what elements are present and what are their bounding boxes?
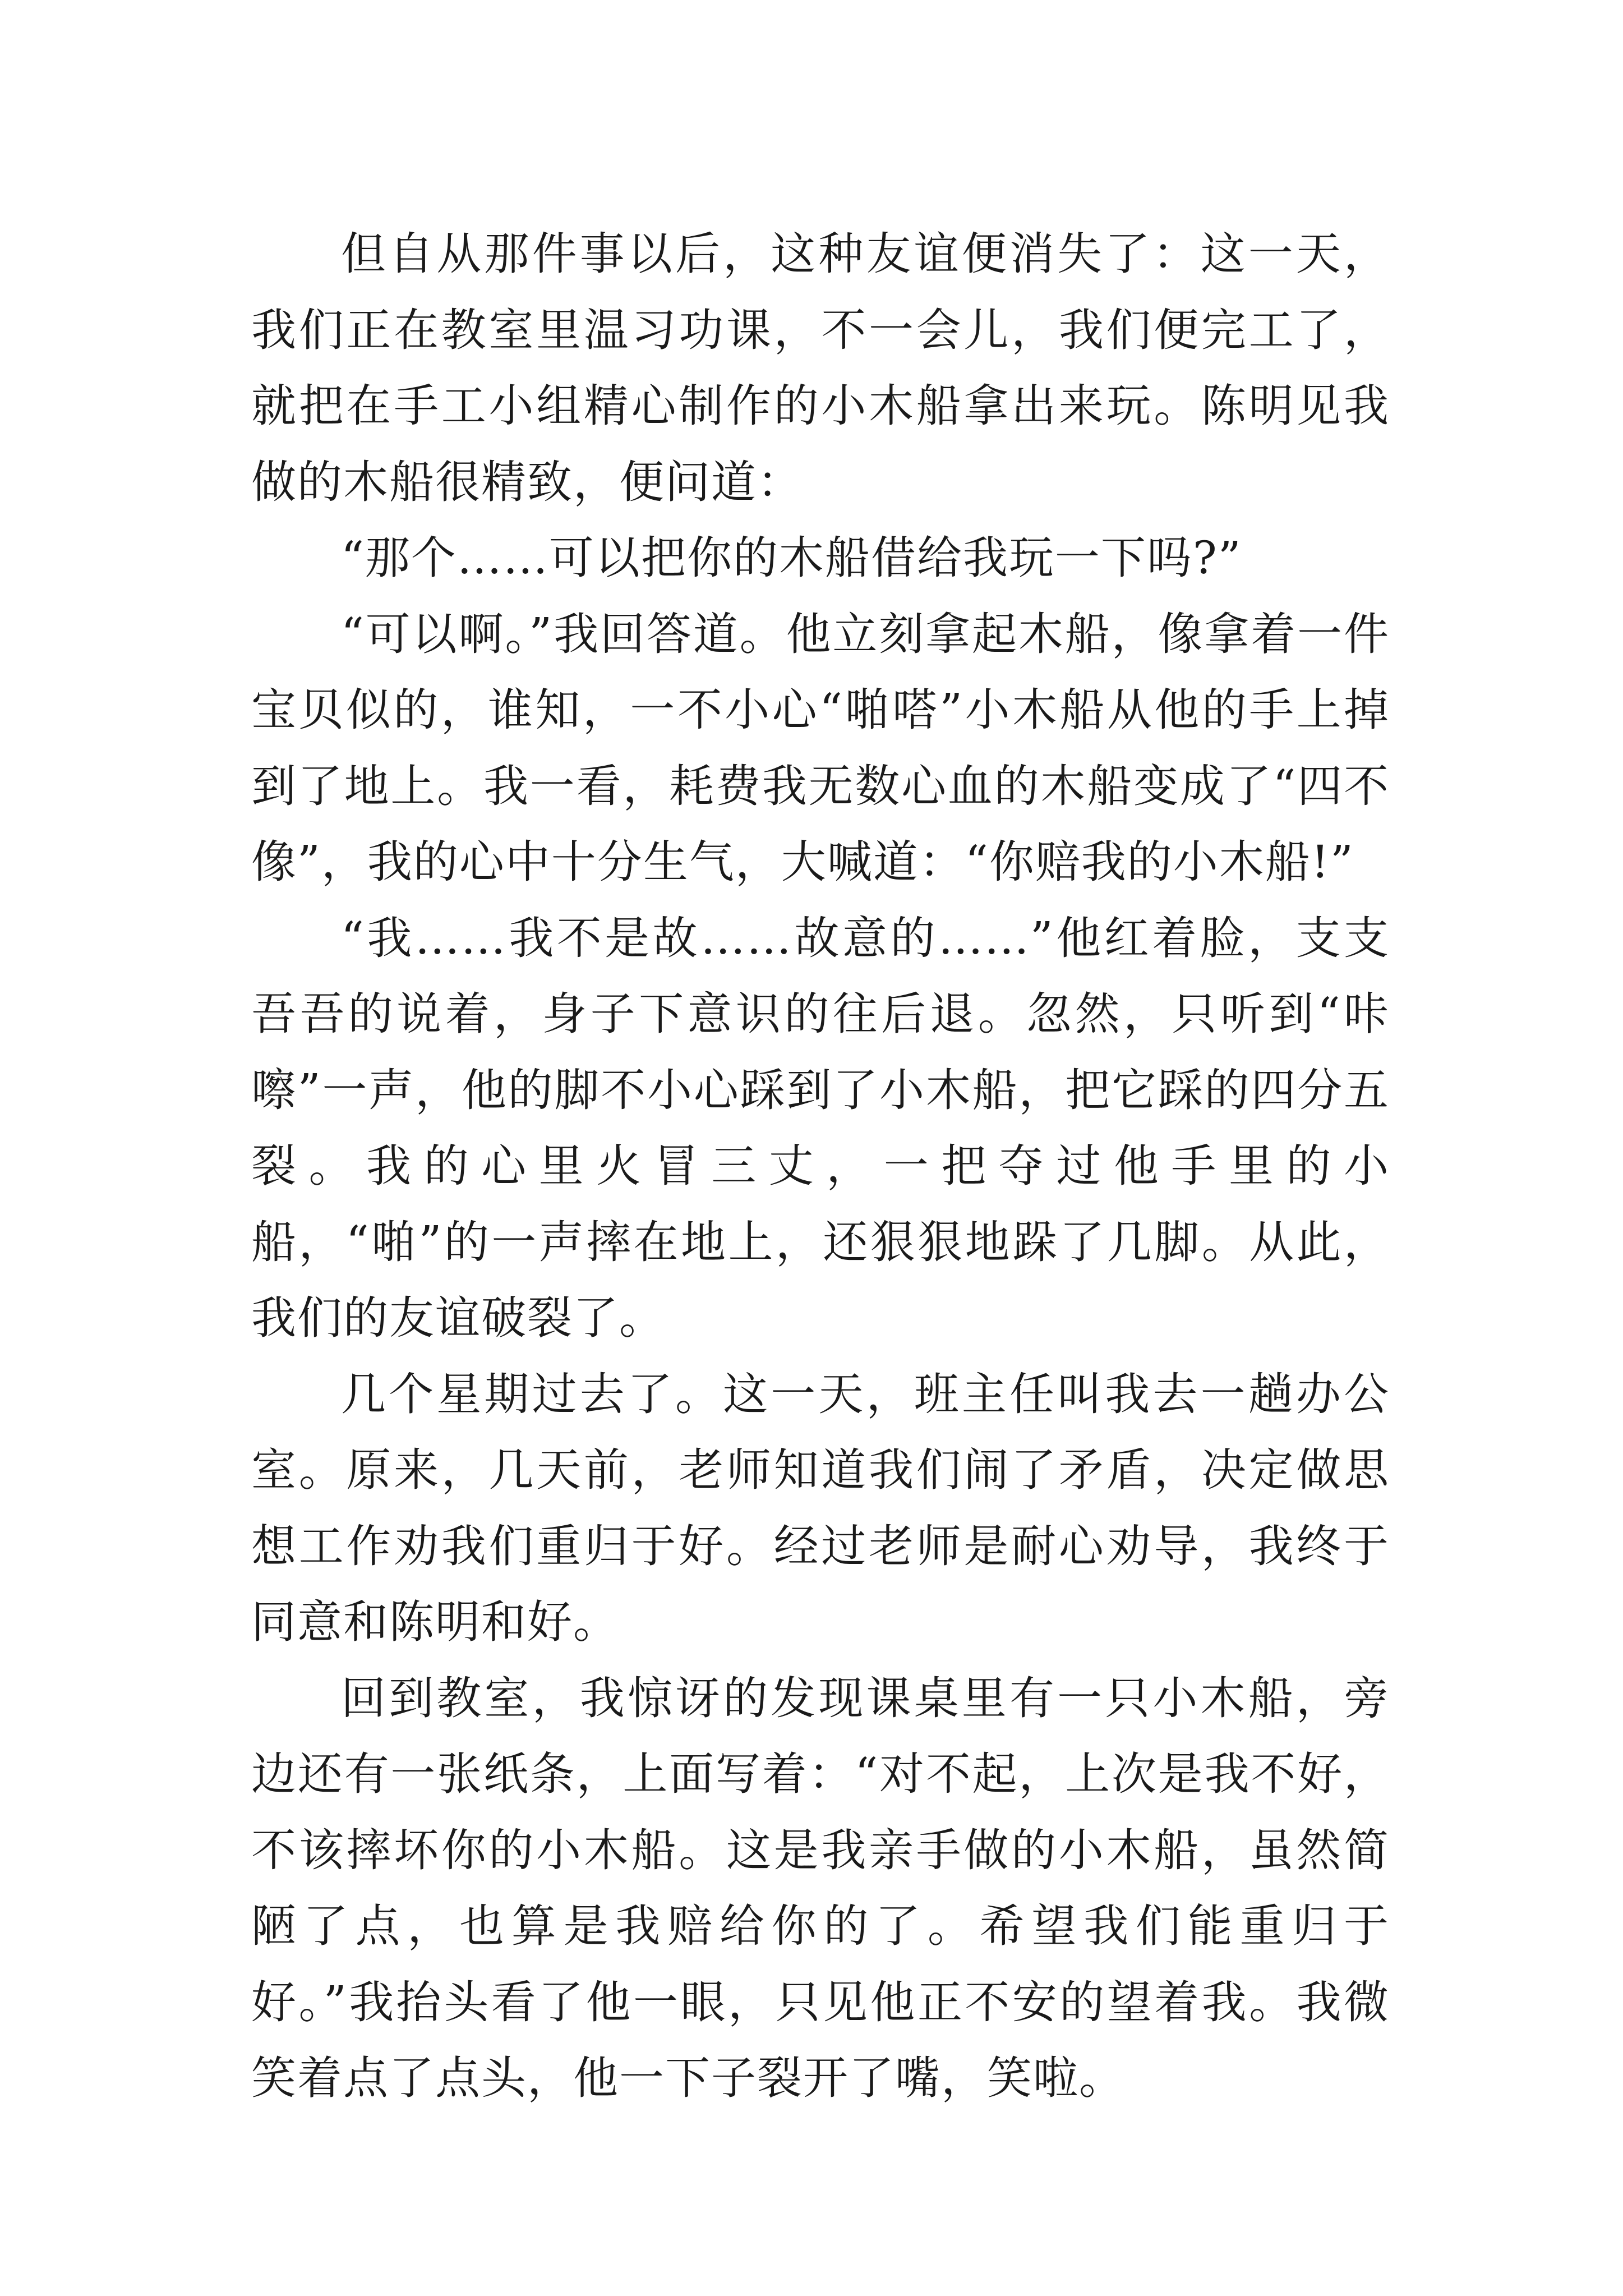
paragraph: 几个星期过去了。这一天，班主任叫我去一趟办公室。原来，几天前，老师知道我们闹了矛盾，决定做思想工作劝我们重归于好。经过老师是耐心劝导，我终于同意和陈明和好。: [251, 1368, 1390, 1648]
paragraph: “可以啊。”我回答道。他立刻拿起木船，像拿着一件宝贝似的，谁知，一不小心“啪嗒”小木船从他的手上掉到了地上。我一看，耗费我无数心血的木船变成了“四不像”，我的心中十分生气，大喊道：“你赔我的小木船!”: [251, 608, 1390, 888]
paragraph: “我……我不是故……故意的……”他红着脸，支支吾吾的说着，身子下意识的往后退。忽然，只听到“咔嚓”一声，他的脚不小心踩到了小木船，把它踩的四分五裂。我的心里火冒三丈，一把夺过他手里的小船，“啪”的一声摔在地上，还狠狠地跺了几脚。从此，我们的友谊破裂了。: [251, 912, 1390, 1344]
paragraph: 回到教室，我惊讶的发现课桌里有一只小木船，旁边还有一张纸条，上面写着：“对不起，上次是我不好，不该摔坏你的小木船。这是我亲手做的小木船，虽然简陋了点，也算是我赔给你的了。希望我们能重归于好。”我抬头看了他一眼，只见他正不安的望着我。我微笑着点了点头，他一下子裂开了嘴，笑啦。: [251, 1672, 1390, 2104]
paragraph: 但自从那件事以后，这种友谊便消失了：这一天，我们正在教室里温习功课，不一会儿，我们便完工了，就把在手工小组精心制作的小木船拿出来玩。陈明见我做的木船很精致，便问道：: [251, 228, 1390, 508]
body-text: [251, 216, 1390, 2116]
paragraph: “那个……可以把你的木船借给我玩一下吗?”: [341, 532, 1242, 584]
